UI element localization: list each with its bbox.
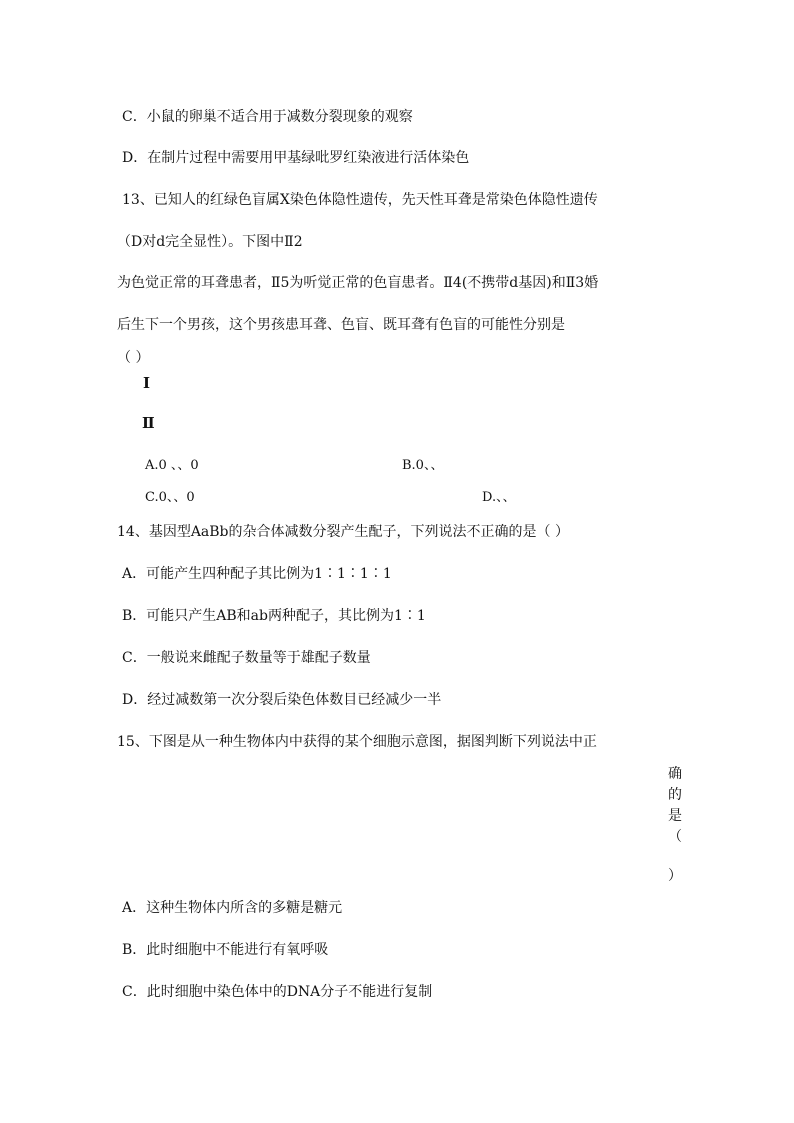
q14-option-c: C．一般说来雌配子数量等于雄配子数量: [122, 650, 371, 666]
q15-option-a: A．这种生物体内所含的多糖是糖元: [122, 900, 343, 916]
q14-stem: 14、基因型AaBb的杂合体减数分裂产生配子，下列说法不正确的是（ ）: [117, 524, 569, 540]
pedigree-generation-1-label: Ⅰ: [143, 376, 151, 392]
q15-stem: 15、下图是从一种生物体内中获得的某个细胞示意图，据图判断下列说法中正: [117, 734, 597, 750]
q12-option-d: D．在制片过程中需要用甲基绿吡罗红染液进行活体染色: [122, 150, 470, 166]
q13-option-d: D.、、: [482, 490, 516, 505]
q13-option-a: A.0 、、0: [145, 458, 199, 473]
q15-option-c: C．此时细胞中染色体中的DNA分子不能进行复制: [122, 984, 433, 1000]
q13-option-b: B.0、、: [402, 458, 444, 473]
q13-option-c: C.0、、0: [145, 490, 195, 505]
q15-stem-wrap-4: （: [668, 829, 682, 845]
q13-stem-line4: 后生下一个男孩，这个男孩患耳聋、色盲、既耳聋有色盲的可能性分别是: [117, 317, 565, 333]
q13-stem-line1: 13、已知人的红绿色盲属X染色体隐性遗传，先天性耳聋是常染色体隐性遗传: [122, 192, 598, 208]
q14-option-b: B．可能只产生AB和ab两种配子，其比例为1∶1: [122, 608, 426, 624]
q13-stem-line3: 为色觉正常的耳聋患者，Ⅱ5为听觉正常的色盲患者。Ⅱ4(不携带d基因)和Ⅱ3婚: [117, 275, 599, 291]
q15-stem-wrap-3: 是: [668, 808, 682, 824]
q15-stem-wrap-1: 确: [668, 766, 682, 782]
q14-option-d: D．经过减数第一次分裂后染色体数目已经减少一半: [122, 692, 442, 708]
q15-option-b: B．此时细胞中不能进行有氧呼吸: [122, 942, 329, 958]
q15-stem-wrap-2: 的: [668, 787, 682, 803]
q13-stem-line2: （D对d完全显性）。下图中Ⅱ2: [117, 234, 303, 250]
pedigree-generation-2-label: Ⅱ: [142, 416, 155, 432]
q15-stem-wrap-5: ）: [668, 868, 682, 884]
q12-option-c: C．小鼠的卵巢不适合用于减数分裂现象的观察: [122, 109, 413, 125]
q13-answer-bracket: （ ）: [117, 350, 150, 366]
q14-option-a: A．可能产生四种配子其比例为1∶1∶1∶1: [122, 566, 392, 582]
